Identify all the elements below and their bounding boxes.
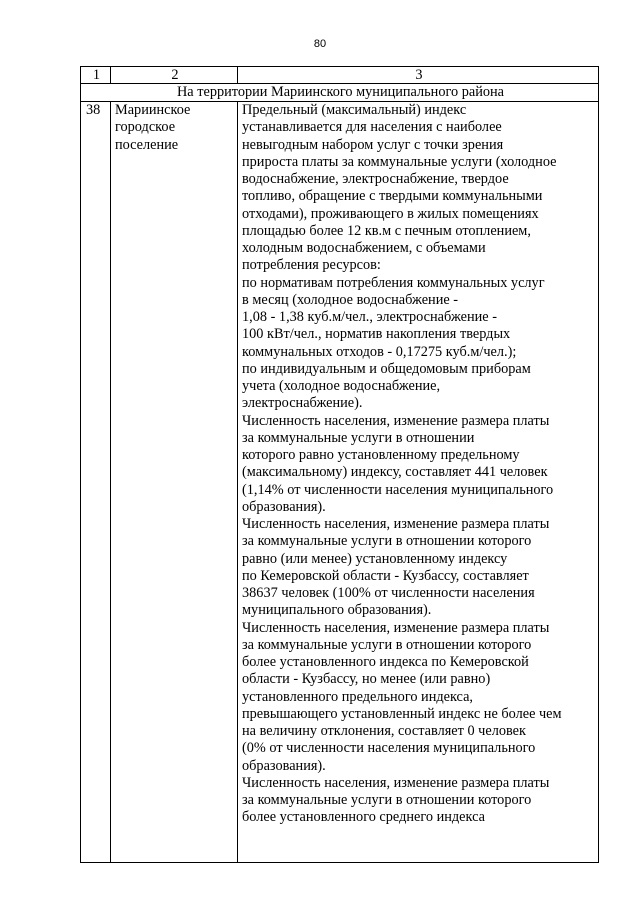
description-line: установленного предельного индекса, [242, 688, 473, 705]
header-col-2: 2 [111, 67, 238, 84]
description-cell [238, 102, 599, 863]
page-number: 80 [313, 38, 327, 50]
description-line: водоснабжение, электроснабжение, твердое [242, 171, 509, 187]
description-line: отходами), проживающего в жилых помещениях [242, 205, 539, 222]
region-row [81, 84, 599, 102]
description-line: образования). [242, 498, 326, 515]
description-line: невыгодным набором услуг с точки зрения [242, 136, 504, 153]
document-table [80, 66, 599, 863]
description-line: за коммунальные услуги в отношении которого [242, 792, 532, 808]
region-title: На территории Мариинского муниципального района [81, 84, 599, 102]
description-line: на величину отклонения, составляет 0 человек [242, 723, 526, 739]
settlement-line: Мариинское [115, 102, 191, 118]
description-line: за коммунальные услуги в отношении которого [242, 533, 532, 550]
description-line: 1,08 - 1,38 куб.м/чел., электроснабжение - [242, 309, 497, 325]
description-line: в месяц (холодное водоснабжение - [242, 291, 459, 308]
description-line: прироста платы за коммунальные услуги (холодное [242, 153, 557, 170]
description-line: (0% от численности населения муниципального [242, 740, 536, 757]
description-line: по индивидуальным и общедомовым приборам [242, 360, 531, 377]
description-line: учета (холодное водоснабжение, [242, 378, 441, 394]
header-col-3: 3 [238, 67, 599, 84]
description-line: (1,14% от численности населения муниципального [242, 481, 554, 498]
description-line: образования). [242, 757, 326, 774]
description-line: по Кемеровской области - Кузбассу, составляет [242, 567, 529, 584]
description-line: коммунальных отходов - 0,17275 куб.м/чел.); [242, 343, 517, 360]
description-line: за коммунальные услуги в отношении которого [242, 636, 532, 653]
description-line: превышающего установленный индекс не более чем [242, 705, 562, 722]
description-line: 38637 человек (100% от численности населения [242, 585, 535, 601]
description-line: муниципального образования). [242, 602, 432, 619]
description-line: 100 кВт/чел., норматив накопления твердых [242, 326, 511, 343]
description-line: электроснабжение). [242, 395, 363, 412]
description-line: холодным водоснабжением, с объемами [242, 240, 486, 256]
description-line: равно (или менее) установленному индексу [242, 550, 508, 567]
table-row [81, 102, 599, 863]
description-line: области - Кузбассу, но менее (или равно) [242, 671, 491, 688]
description-line: Предельный (максимальный) индекс [242, 102, 467, 118]
description-line: за коммунальные услуги в отношении [242, 429, 475, 446]
settlement-cell [111, 102, 238, 863]
settlement-line: поселение [115, 136, 179, 153]
description-line: топливо, обращение с твердыми коммунальными [242, 188, 543, 205]
description-line: более установленного среднего индекса [242, 809, 485, 826]
description-line: Численность населения, изменение размера платы [242, 516, 550, 532]
description-line: по нормативам потребления коммунальных услуг [242, 274, 545, 291]
description-line: Численность населения, изменение размера платы [242, 774, 550, 791]
table-header-row [81, 67, 599, 84]
row-number: 38 [81, 102, 111, 863]
description-line: потребления ресурсов: [242, 257, 381, 274]
description-line: Численность населения, изменение размера платы [242, 412, 550, 429]
settlement-line: городское [115, 119, 176, 136]
header-col-1: 1 [81, 67, 111, 84]
description-line: (максимальному) индексу, составляет 441 человек [242, 464, 548, 481]
description-line: Численность населения, изменение размера платы [242, 619, 550, 636]
description-line: устанавливается для населения с наиболее [242, 119, 502, 136]
description-line: которого равно установленному предельному [242, 447, 520, 463]
description-line: площадью более 12 кв.м с печным отоплением, [242, 222, 531, 239]
description-line: более установленного индекса по Кемеровской [242, 654, 529, 670]
